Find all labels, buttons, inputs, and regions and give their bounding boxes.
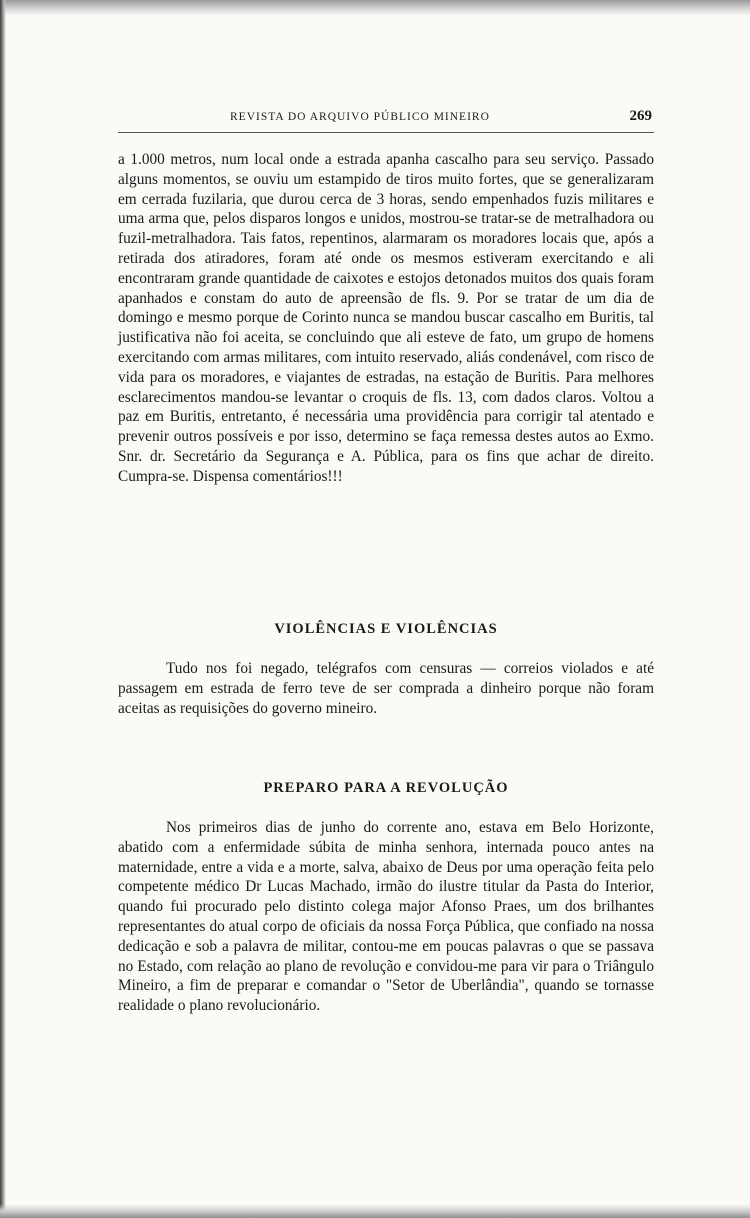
section-heading-violencias: VIOLÊNCIAS E VIOLÊNCIAS xyxy=(274,621,498,637)
page-header xyxy=(118,108,654,132)
paragraph-3: Nos primeiros dias de junho do corrente ano, estava em Belo Horizonte, abatido com a enfermidade súbita de minha senhora, internada pouco antes na maternidade, entre a vida e a morte, salva, abaixo de Deus por uma operação feita pelo competente médico Dr Lucas Machado, irmão do ilustre titular da Pasta do Interior, quando fui procurado pelo distinto colega major Afonso Praes, um dos brilhantes representantes do atual corpo de oficiais da nossa Força Pública, que confiado na nossa dedicação e sob a palavra de militar, contou-me em poucas palavras o que se passava no Estado, com relação ao plano de revolução e convidou-me para vir para o Triângulo Mineiro, a fim de preparar e comandar o "Setor de Uberlândia", quando se tornasse realidade o plano revolucionário. xyxy=(118,819,654,1015)
page-number: 269 xyxy=(629,108,652,124)
section-heading-preparo: PREPARO PARA A REVOLUÇÃO xyxy=(263,780,509,796)
scan-shadow-top xyxy=(0,0,750,16)
paragraph-1: a 1.000 metros, num local onde a estrada apanha cascalho para seu serviço. Passado alguns momentos, se ouviu um estampido de tiros muito fortes, que se generalizaram em cerrada fuzilaria, que durou cerca de 3 horas, sendo empenhados fuzis militares e uma arma que, pelos disparos longos e unidos, mostrou-se tratar-se de metralhadora ou fuzil-metralhadora. Tais fatos, repentinos, alarmaram os moradores locais que, após a retirada dos atiradores, foram até onde os mesmos estiveram exercitando e ali encontraram grande quantidade de caixotes e estojos detonados muitos dos quais foram apanhados e constam do auto de apreensão de fls. 9. Por se tratar de um dia de domingo e mesmo porque de Corinto nunca se mandou buscar cascalho em Buritis, tal justificativa não foi aceita, se concluindo que ali esteve de fato, um grupo de homens exercitando com armas militares, com intuito reservado, aliás condenável, com risco de vida para os moradores, e viajantes de estradas, na estação de Buritis. Para melhores esclarecimentos mandou-se levantar o croquis de fls. 13, com dados claros. Voltou a paz em Buritis, entretanto, é necessária uma providência para corrigir tal atentado e prevenir outros possíveis e por isso, determino se faça remessa destes autos ao Exmo. Snr. dr. Secretário da Segurança e A. Pública, para os fins que achar de direito. Cumpra-se. Dispensa comentários!!! xyxy=(118,151,654,485)
paragraph-2: Tudo nos foi negado, telégrafos com censuras — correios violados e até passagem em estrada de ferro teve de ser comprada a dinheiro porque não foram aceitas as requisições do governo mineiro. xyxy=(118,660,654,717)
scan-shadow-bottom xyxy=(0,1204,750,1218)
header-rule xyxy=(118,132,654,133)
scan-shadow-left xyxy=(0,0,6,1218)
running-title: REVISTA DO ARQUIVO PÚBLICO MINEIRO xyxy=(230,111,490,123)
